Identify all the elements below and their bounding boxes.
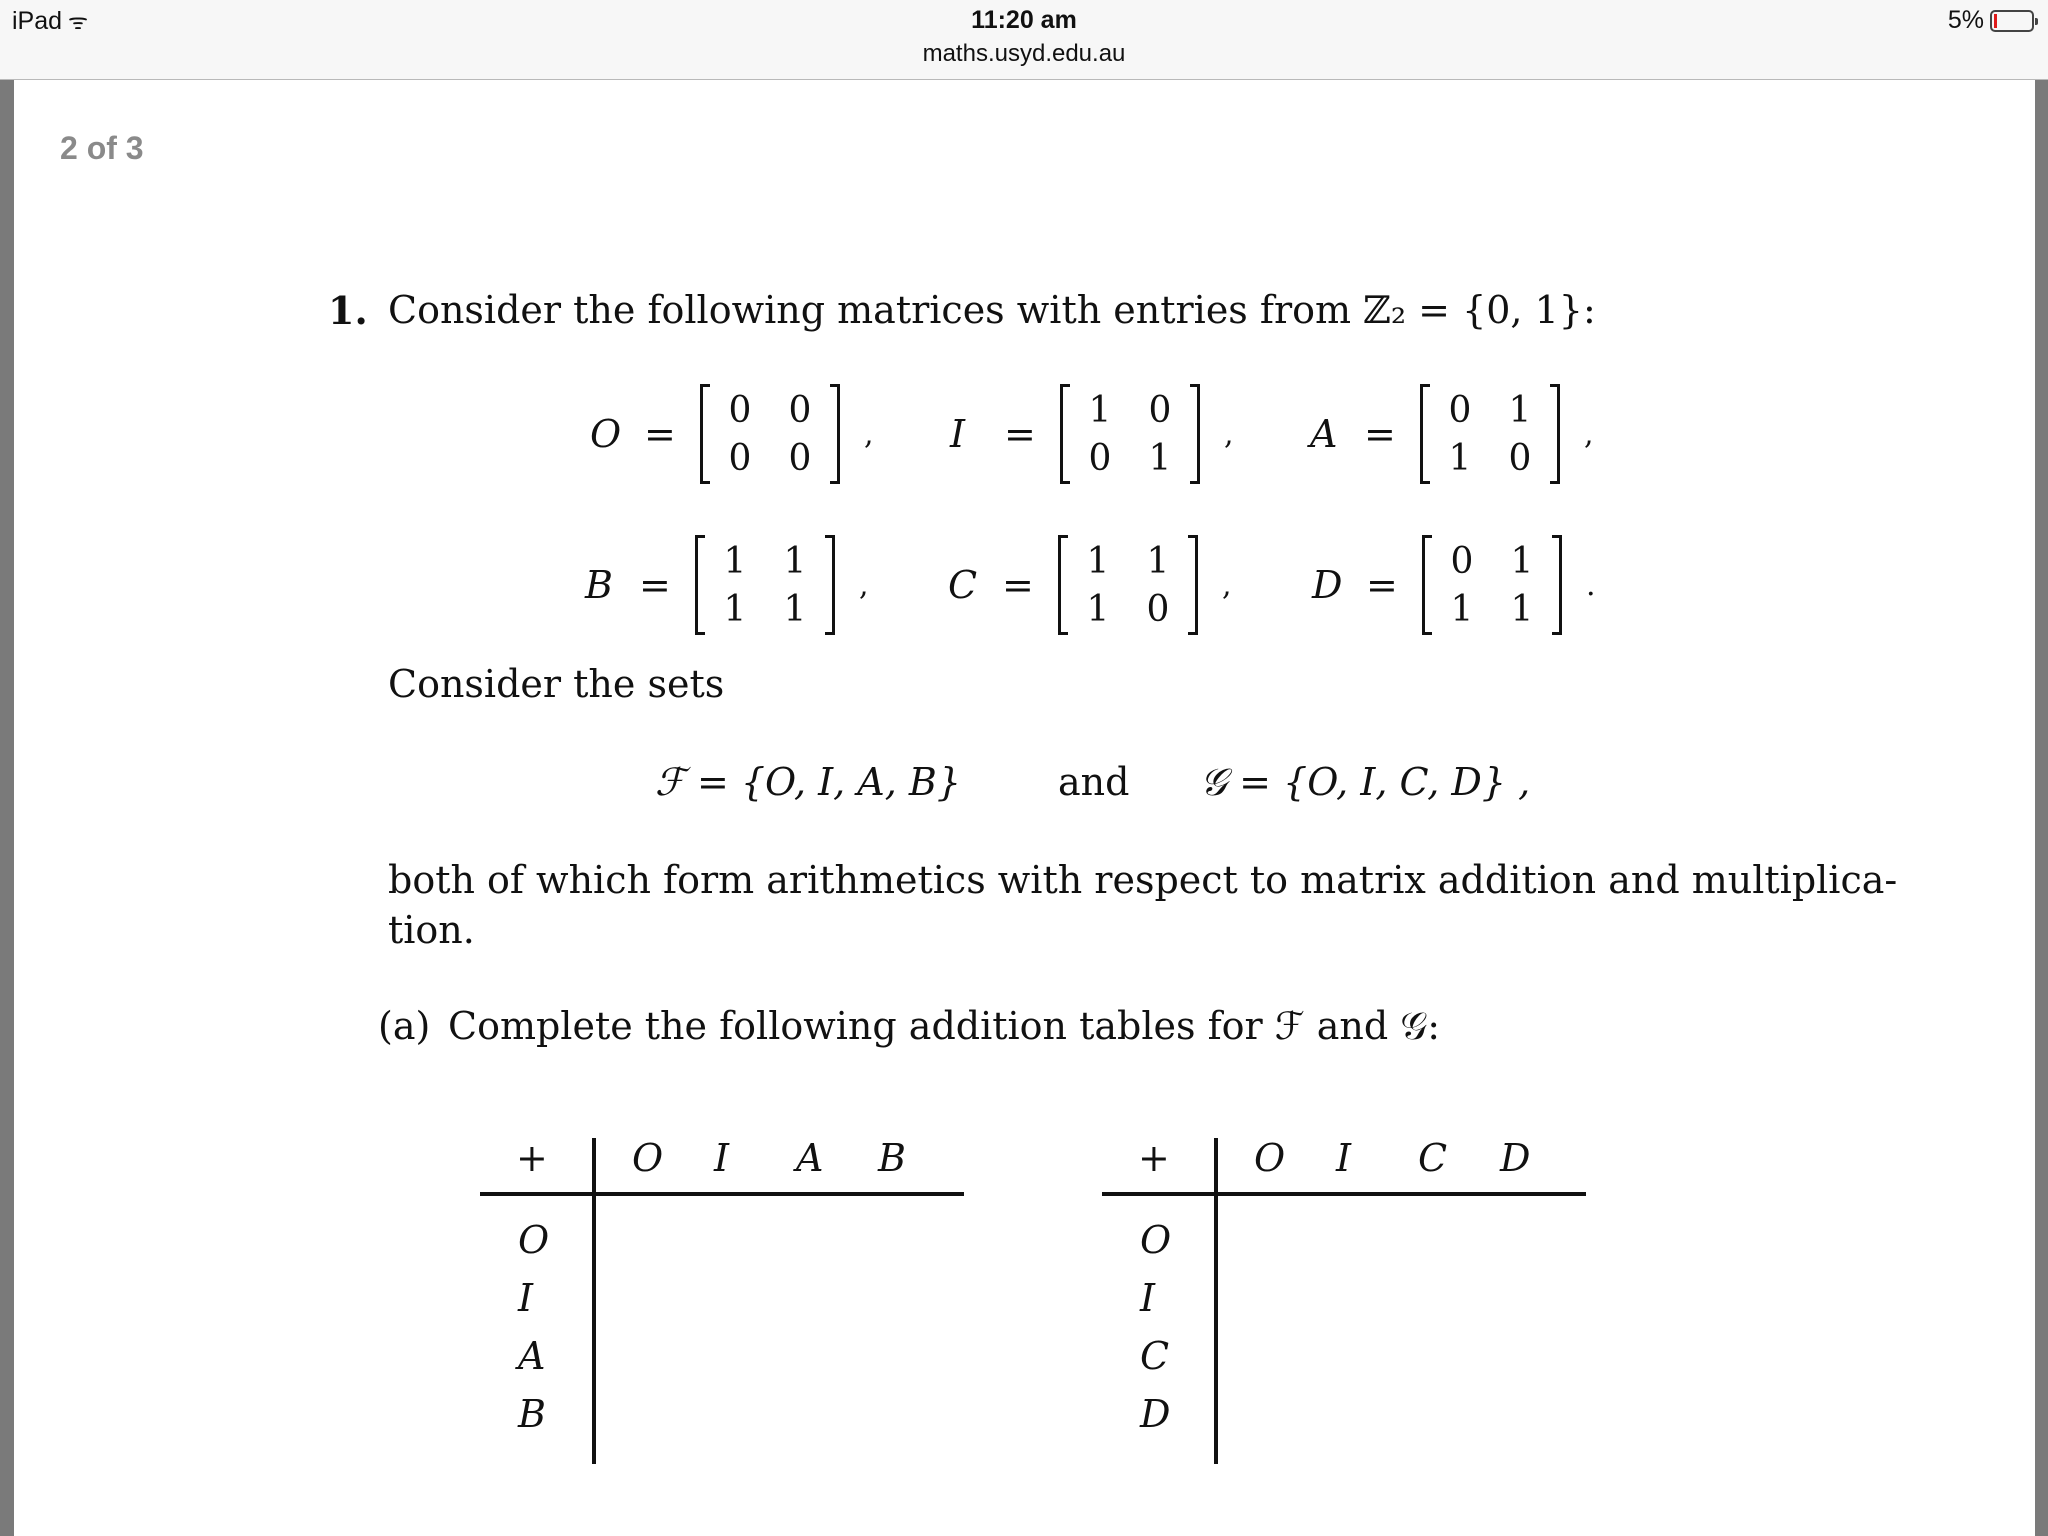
matrix-entry: 0: [728, 389, 752, 431]
table-header-rule: [480, 1192, 964, 1196]
table-row-header: I: [1140, 1276, 1156, 1320]
table-operator: +: [1138, 1136, 1170, 1180]
wifi-icon: ᯤ: [68, 9, 89, 34]
matrix-punctuation: ,: [1584, 416, 1594, 452]
matrix-entry: 1: [783, 588, 807, 630]
matrix-I: [950, 384, 1234, 484]
equals-sign: =: [1364, 412, 1396, 456]
table-column-header: O: [632, 1136, 664, 1180]
matrix-entry: 1: [1148, 437, 1172, 479]
matrix-D: [1312, 535, 1596, 635]
paragraph-line-2: tion.: [388, 908, 475, 952]
table-row-header: B: [518, 1392, 546, 1436]
table-header-rule: [1102, 1192, 1586, 1196]
set-f: ℱ = {O, I, A, B}: [655, 760, 962, 804]
matrix-entry: 1: [1086, 588, 1110, 630]
table-operator: +: [516, 1136, 548, 1180]
matrix-name: B: [585, 563, 613, 607]
url-field[interactable]: maths.usyd.edu.au: [922, 40, 1126, 67]
problem-intro: Consider the following matrices with entries from ℤ₂ = {0, 1}:: [388, 288, 1596, 332]
matrix-A: [1310, 384, 1594, 484]
matrix-entry: 0: [1450, 540, 1474, 582]
equals-sign: =: [1004, 412, 1036, 456]
equals-sign: =: [1366, 563, 1398, 607]
clock: 11:20 am: [971, 6, 1077, 34]
matrix-name: A: [1310, 412, 1338, 456]
table-row-header: D: [1140, 1392, 1171, 1436]
matrix-entry: 1: [1510, 588, 1534, 630]
matrix-entry: 0: [1508, 437, 1532, 479]
matrix-punctuation: ,: [864, 416, 874, 452]
table-column-header: A: [796, 1136, 824, 1180]
matrix-entry: 1: [723, 588, 747, 630]
table-column-header: I: [1336, 1136, 1352, 1180]
matrix-entry: 0: [1448, 389, 1472, 431]
matrix-entry: 0: [1088, 437, 1112, 479]
table-row-header: C: [1140, 1334, 1170, 1378]
matrix-B: [585, 535, 869, 635]
table-column-header: I: [714, 1136, 730, 1180]
matrix-name: C: [948, 563, 978, 607]
matrix-entry: 1: [1448, 437, 1472, 479]
matrix-punctuation: ,: [1224, 416, 1234, 452]
matrix-punctuation: ,: [859, 567, 869, 603]
paragraph-line-1: both of which form arithmetics with respect to matrix addition and multiplica-: [388, 858, 1898, 902]
part-a-label: (a): [378, 1004, 431, 1048]
table-vertical-rule: [592, 1138, 596, 1464]
matrix-entry: 1: [1450, 588, 1474, 630]
table-column-header: C: [1418, 1136, 1448, 1180]
table-row-header: O: [518, 1218, 550, 1262]
set-g: 𝒢 = {O, I, C, D} ,: [1200, 760, 1531, 804]
matrix-entry: 1: [1146, 540, 1170, 582]
equals-sign: =: [644, 412, 676, 456]
matrix-O: [590, 384, 874, 484]
sets-intro: Consider the sets: [388, 662, 725, 706]
part-a-text: Complete the following addition tables for ℱ and 𝒢:: [448, 1004, 1441, 1048]
matrix-entry: 1: [723, 540, 747, 582]
matrix-punctuation: .: [1586, 567, 1596, 603]
matrix-entry: 0: [728, 437, 752, 479]
page-indicator: 2 of 3: [60, 130, 144, 166]
table-row-header: O: [1140, 1218, 1172, 1262]
matrix-entry: 1: [783, 540, 807, 582]
matrix-name: O: [590, 412, 622, 456]
matrix-name: I: [950, 412, 966, 456]
matrix-entry: 0: [788, 389, 812, 431]
equals-sign: =: [639, 563, 671, 607]
table-column-header: B: [878, 1136, 906, 1180]
matrix-punctuation: ,: [1222, 567, 1232, 603]
matrix-entry: 1: [1508, 389, 1532, 431]
problem-number: 1.: [328, 288, 368, 333]
table-row-header: I: [518, 1276, 534, 1320]
battery-percent: 5%: [1947, 6, 1984, 34]
table-vertical-rule: [1214, 1138, 1218, 1464]
matrix-entry: 1: [1086, 540, 1110, 582]
matrix-C: [948, 535, 1232, 635]
matrix-entry: 0: [788, 437, 812, 479]
and-word: and: [1058, 760, 1130, 804]
matrix-name: D: [1312, 563, 1343, 607]
matrix-entry: 0: [1146, 588, 1170, 630]
table-column-header: O: [1254, 1136, 1286, 1180]
matrix-entry: 1: [1088, 389, 1112, 431]
table-column-header: D: [1500, 1136, 1531, 1180]
device-name: iPad: [12, 7, 63, 35]
equals-sign: =: [1002, 563, 1034, 607]
table-row-header: A: [518, 1334, 546, 1378]
matrix-entry: 1: [1510, 540, 1534, 582]
matrix-entry: 0: [1148, 389, 1172, 431]
